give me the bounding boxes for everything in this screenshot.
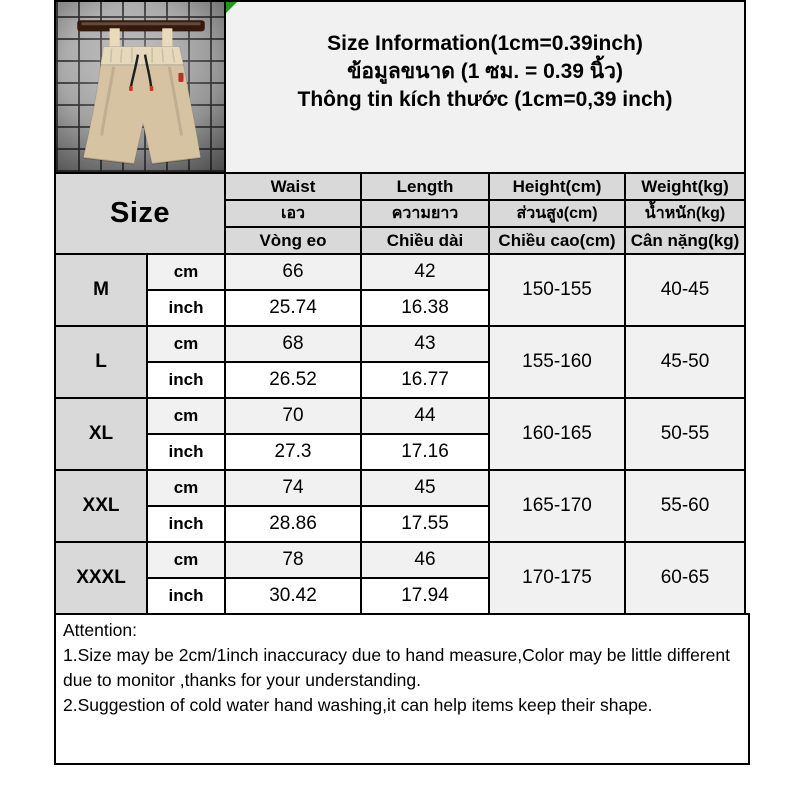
unit-cell: inch	[147, 362, 225, 398]
length-cm-value: 44	[361, 398, 489, 434]
title-vietnamese: Thông tin kích thước (1cm=0,39 inch)	[297, 88, 673, 111]
weight-range: 60-65	[625, 542, 745, 614]
table-row	[55, 326, 745, 362]
size-header: Size	[55, 173, 225, 254]
length-inch-value: 17.16	[361, 434, 489, 470]
size-label-l: L	[55, 326, 147, 398]
col-header-height-th: ส่วนสูง(cm)	[489, 200, 625, 227]
table-row	[55, 254, 745, 290]
length-cm-value: 45	[361, 470, 489, 506]
attention-heading: Attention:	[63, 620, 137, 640]
col-header-length-th: ความยาว	[361, 200, 489, 227]
col-header-length-vi: Chiều dài	[361, 227, 489, 254]
col-header-weight-th: น้ำหนัก(kg)	[625, 200, 745, 227]
col-header-weight-en: Weight(kg)	[625, 173, 745, 200]
height-range: 160-165	[489, 398, 625, 470]
col-header-waist-th: เอว	[225, 200, 361, 227]
col-header-height-vi: Chiều cao(cm)	[489, 227, 625, 254]
waist-inch-value: 26.52	[225, 362, 361, 398]
table-row	[55, 470, 745, 506]
waist-cm-value: 68	[225, 326, 361, 362]
waist-inch-value: 27.3	[225, 434, 361, 470]
table-row	[55, 542, 745, 578]
length-inch-value: 16.38	[361, 290, 489, 326]
weight-range: 55-60	[625, 470, 745, 542]
hanger-bar	[77, 20, 205, 31]
unit-cell: cm	[147, 542, 225, 578]
waist-cm-value: 70	[225, 398, 361, 434]
title-english: Size Information(1cm=0.39inch)	[327, 32, 643, 55]
height-range: 170-175	[489, 542, 625, 614]
waist-cm-value: 74	[225, 470, 361, 506]
size-label-xxl: XXL	[55, 470, 147, 542]
weight-range: 50-55	[625, 398, 745, 470]
size-label-xl: XL	[55, 398, 147, 470]
unit-cell: inch	[147, 290, 225, 326]
size-chart-sheet	[54, 0, 750, 765]
col-header-height-en: Height(cm)	[489, 173, 625, 200]
title-thai: ข้อมูลขนาด (1 ซม. = 0.39 นิ้ว)	[347, 60, 623, 83]
product-photo-cell	[55, 1, 225, 173]
unit-cell: cm	[147, 326, 225, 362]
attention-box	[54, 613, 750, 765]
col-header-weight-vi: Cân nặng(kg)	[625, 227, 745, 254]
col-header-waist-en: Waist	[225, 173, 361, 200]
unit-cell: inch	[147, 434, 225, 470]
size-table	[54, 0, 746, 615]
attention-note-2: 2.Suggestion of cold water hand washing,it can help items keep their shape.	[63, 695, 653, 715]
length-inch-value: 17.55	[361, 506, 489, 542]
weight-range: 45-50	[625, 326, 745, 398]
waist-cm-value: 66	[225, 254, 361, 290]
unit-cell: cm	[147, 254, 225, 290]
shorts-graphic	[56, 2, 224, 172]
size-label-xxxl: XXXL	[55, 542, 147, 614]
waist-inch-value: 28.86	[225, 506, 361, 542]
title-cell	[225, 1, 745, 173]
length-inch-value: 16.77	[361, 362, 489, 398]
height-range: 155-160	[489, 326, 625, 398]
shorts-body	[83, 47, 200, 164]
height-range: 150-155	[489, 254, 625, 326]
length-inch-value: 17.94	[361, 578, 489, 614]
unit-cell: cm	[147, 470, 225, 506]
waist-inch-value: 30.42	[225, 578, 361, 614]
red-logo-tag	[178, 73, 183, 82]
col-header-length-en: Length	[361, 173, 489, 200]
table-row	[55, 398, 745, 434]
weight-range: 40-45	[625, 254, 745, 326]
product-photo	[56, 2, 224, 172]
size-label-m: M	[55, 254, 147, 326]
unit-cell: inch	[147, 578, 225, 614]
height-range: 165-170	[489, 470, 625, 542]
col-header-waist-vi: Vòng eo	[225, 227, 361, 254]
unit-cell: inch	[147, 506, 225, 542]
corner-marker-icon	[226, 2, 237, 13]
waist-inch-value: 25.74	[225, 290, 361, 326]
length-cm-value: 43	[361, 326, 489, 362]
length-cm-value: 46	[361, 542, 489, 578]
attention-note-1: 1.Size may be 2cm/1inch inaccuracy due to hand measure,Color may be little different due to monitor ,thanks for your understanding.	[63, 645, 730, 690]
length-cm-value: 42	[361, 254, 489, 290]
waist-cm-value: 78	[225, 542, 361, 578]
unit-cell: cm	[147, 398, 225, 434]
